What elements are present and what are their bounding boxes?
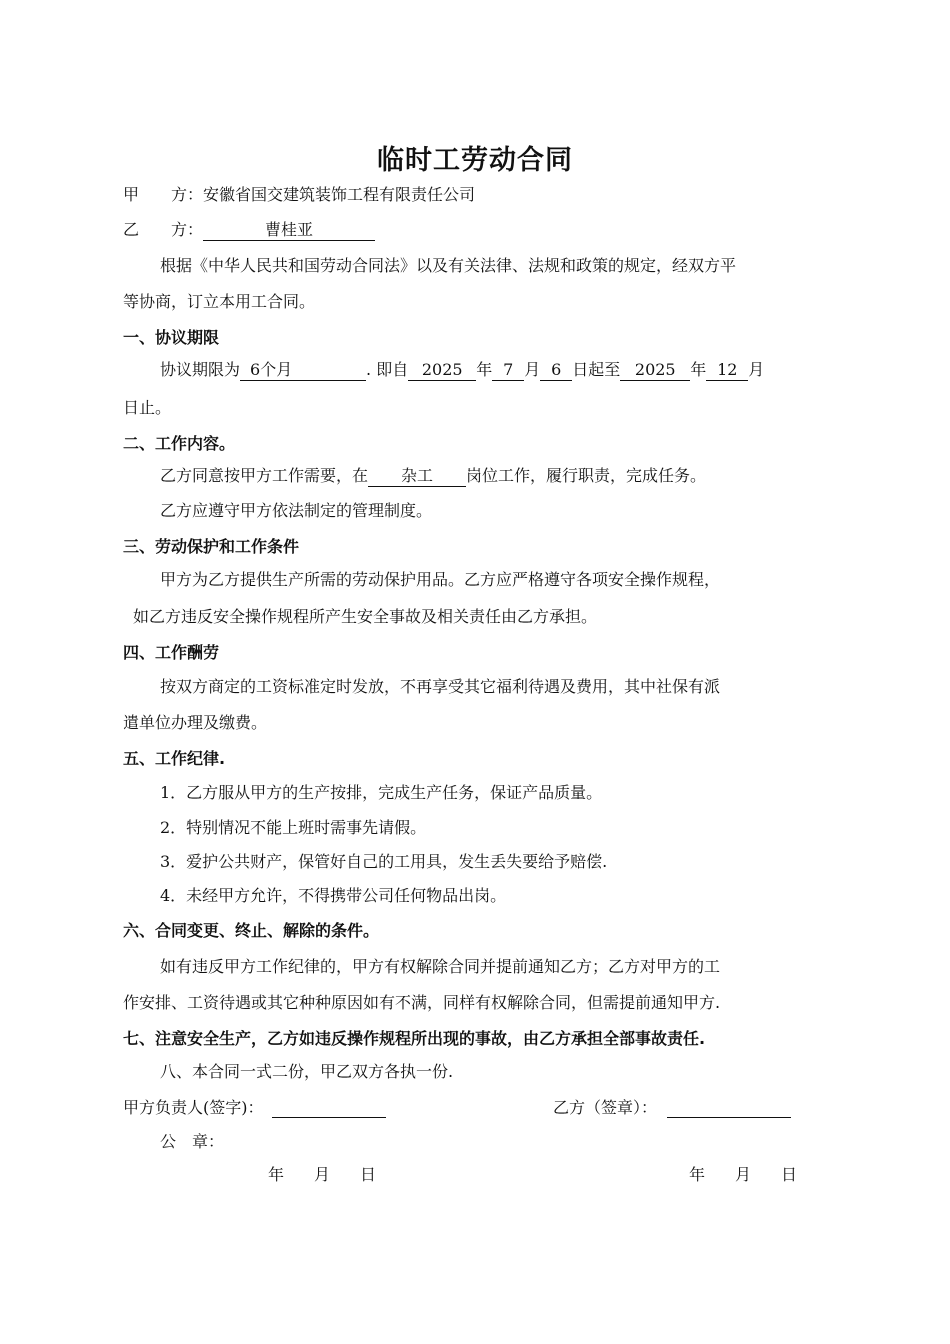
work-prefix: 乙方同意按甲方工作需要，在 — [160, 466, 369, 485]
start-day: 6 — [540, 361, 572, 381]
party-b-date — [689, 1165, 797, 1185]
seal-label: 公 章： — [160, 1132, 225, 1151]
start-year-label: 年 — [476, 360, 493, 379]
party-b-date-month: 月 — [735, 1165, 752, 1184]
section-6-line-1: 如有违反甲方工作纪律的，甲方有权解除合同并提前通知乙方；乙方对甲方的工 — [160, 957, 721, 976]
section-8-text: 八、本合同一式二份，甲乙双方各执一份. — [160, 1062, 454, 1081]
party-b-label: 乙 方： — [123, 220, 204, 239]
section-5-heading: 五、工作纪律. — [123, 749, 226, 768]
intro-line-1: 根据《中华人民共和国劳动合同法》以及有关法律、法规和政策的规定，经双方平 — [160, 256, 737, 275]
section-3-line-2: 如乙方违反安全操作规程所产生安全事故及相关责任由乙方承担。 — [133, 607, 598, 626]
section-6-heading: 六、合同变更、终止、解除的条件。 — [123, 921, 380, 940]
start-day-label: 日起至 — [572, 360, 621, 379]
section-1-line-2: 日止。 — [123, 398, 172, 417]
party-b-signature-blank — [667, 1100, 791, 1118]
work-position: 杂工 — [368, 467, 466, 487]
discipline-item-2: 2．特别情况不能上班时需事先请假。 — [160, 818, 427, 837]
party-b-date-day: 日 — [781, 1165, 798, 1184]
end-year: 2025 — [620, 361, 690, 381]
party-a-date — [268, 1165, 376, 1185]
work-suffix: 岗位工作，履行职责，完成任务。 — [466, 466, 707, 485]
section-3-line-1: 甲方为乙方提供生产所需的劳动保护用品。乙方应严格遵守各项安全操作规程， — [160, 570, 721, 589]
section-1-term-line — [160, 360, 764, 381]
section-2-heading: 二、工作内容。 — [123, 434, 236, 453]
section-2-line-2: 乙方应遵守甲方依法制定的管理制度。 — [160, 501, 433, 520]
party-a-signature-line — [123, 1098, 386, 1118]
start-month-label: 月 — [524, 360, 541, 379]
start-month: 7 — [492, 361, 524, 381]
discipline-item-3: 3．爱护公共财产，保管好自己的工用具，发生丢失要给予赔偿. — [160, 852, 608, 871]
party-a-signature-label: 甲方负责人(签字)： — [123, 1098, 264, 1117]
discipline-item-1: 1．乙方服从甲方的生产按排，完成生产任务，保证产品质量。 — [160, 783, 603, 802]
party-a-date-month: 月 — [314, 1165, 331, 1184]
section-1-heading: 一、协议期限 — [123, 328, 220, 347]
document-title: 临时工劳动合同 — [377, 145, 573, 176]
end-month: 12 — [706, 361, 748, 381]
party-b-signature-line — [553, 1098, 791, 1118]
party-a-name: 安徽省国交建筑装饰工程有限责任公司 — [203, 185, 476, 204]
section-3-heading: 三、劳动保护和工作条件 — [123, 537, 300, 556]
party-a-label: 甲 方： — [123, 185, 204, 204]
discipline-item-4: 4．未经甲方允许，不得携带公司任何物品出岗。 — [160, 886, 507, 905]
term-duration: 6个月 — [240, 361, 366, 381]
section-7-heading: 七、注意安全生产，乙方如违反操作规程所出现的事故，由乙方承担全部事故责任. — [123, 1029, 706, 1048]
party-b-line — [123, 220, 375, 241]
section-2-line-1 — [160, 466, 706, 487]
section-4-line-2: 遣单位办理及缴费。 — [123, 713, 268, 732]
section-4-heading: 四、工作酬劳 — [123, 643, 220, 662]
section-6-line-2: 作安排、工资待遇或其它种种原因如有不满，同样有权解除合同，但需提前通知甲方. — [123, 993, 721, 1012]
party-b-date-year: 年 — [689, 1165, 706, 1184]
party-b-signature-label: 乙方（签章）： — [553, 1098, 658, 1117]
party-a-signature-blank — [272, 1100, 386, 1118]
intro-line-2: 等协商，订立本用工合同。 — [123, 292, 316, 311]
party-a-date-day: 日 — [360, 1165, 377, 1184]
term-from-text: . 即自 — [366, 360, 409, 379]
party-b-name: 曹桂亚 — [203, 221, 375, 241]
section-4-line-1: 按双方商定的工资标准定时发放，不再享受其它福利待遇及费用，其中社保有派 — [160, 677, 721, 696]
end-month-label: 月 — [748, 360, 765, 379]
party-a-date-year: 年 — [268, 1165, 285, 1184]
end-year-label: 年 — [690, 360, 707, 379]
party-a-line — [123, 185, 475, 205]
term-prefix: 协议期限为 — [160, 360, 241, 379]
start-year: 2025 — [408, 361, 476, 381]
